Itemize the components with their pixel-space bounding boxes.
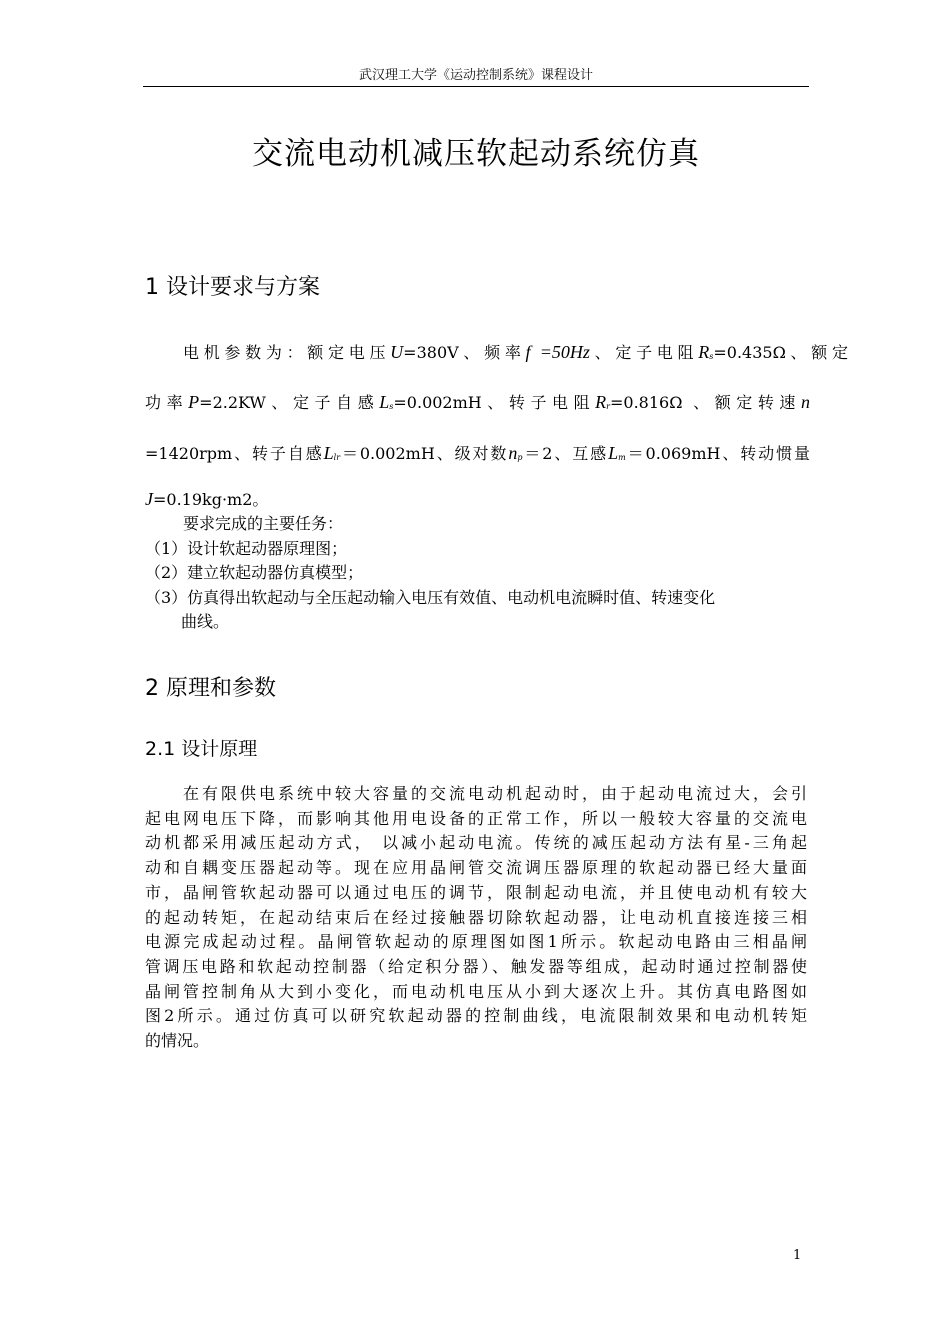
task-item-continuation: 曲线。 — [181, 612, 230, 631]
paragraph-line: 晶闸管控制角从大到小变化，而电动机电压从小到大逐次上升。其仿真电路图如 — [145, 981, 807, 1001]
task-item: （2）建立软起动器仿真模型； — [145, 563, 364, 582]
section-1-heading: 1 设计要求与方案 — [145, 275, 320, 300]
task-item: （1）设计软起动器原理图； — [145, 538, 348, 558]
param-line-3: =1420rpm、转子自感$L_{lr}=0.002mH$、级对数$n_p=2$、互感$L_m=0.069mH$、转动惯量 — [145, 443, 810, 463]
design-principle-paragraph — [145, 782, 807, 1054]
paragraph-line: 管调压电路和软起动控制器（给定积分器）、触发器等组成，起动时通过控制器使 — [145, 956, 807, 976]
document-title: 交流电动机减压软起动系统仿真 — [252, 136, 700, 172]
paragraph-line: 在有限供电系统中较大容量的交流电动机起动时，由于起动电流过大，会引 — [183, 784, 807, 803]
paragraph-line: 市，晶闸管软起动器可以通过电压的调节，限制起动电流，并且使电动机有较大 — [145, 882, 807, 902]
paragraph-line: 的情况。 — [145, 1031, 210, 1051]
header-rule — [143, 86, 809, 87]
param-line-4: J=0.19kg·m2。 — [145, 489, 269, 509]
paragraph-line: 的起动转矩，在起动结束后在经过接触器切除软起动器，让电动机直接连接三相 — [145, 907, 807, 927]
running-header: 武汉理工大学《运动控制系统》课程设计 — [358, 68, 593, 83]
paragraph-line: 起电网电压下降，而影响其他用电设备的正常工作，所以一般较大容量的交流电 — [145, 808, 807, 828]
paragraph-line: 动和自耦变压器起动等。现在应用晶闸管交流调压器原理的软起动器已经大量面 — [145, 858, 807, 878]
page-number: 1 — [793, 1248, 802, 1263]
paragraph-line: 动机都采用减压起动方式， 以减小起动电流。传统的减压起动方法有星-三角起 — [145, 833, 807, 853]
param-line-1: 电机参数为：额定电压U=380V、频率f =50Hz、定子电阻$R_s=0.435\Omega$、额定 — [183, 342, 848, 362]
paragraph-line: 图2所示。通过仿真可以研究软起动器的控制曲线，电流限制效果和电动机转矩 — [145, 1006, 807, 1026]
paragraph-line: 电源完成起动过程。晶闸管软起动的原理图如图1所示。软起动电路由三相晶闸 — [145, 932, 807, 952]
subsection-2-1-heading: 2.1 设计原理 — [145, 738, 258, 760]
tasks-intro: 要求完成的主要任务： — [183, 514, 344, 533]
task-item: （3）仿真得出软起动与全压起动输入电压有效值、电动机电流瞬时值、转速变化 — [145, 587, 716, 607]
task-list — [145, 512, 810, 635]
section-2-heading: 2 原理和参数 — [145, 676, 276, 701]
param-line-2: 功率P=2.2KW、定子自感$L_s=0.002mH$、转子电阻$R_r=0.816\Omega$ 、额定转速n — [145, 392, 810, 412]
